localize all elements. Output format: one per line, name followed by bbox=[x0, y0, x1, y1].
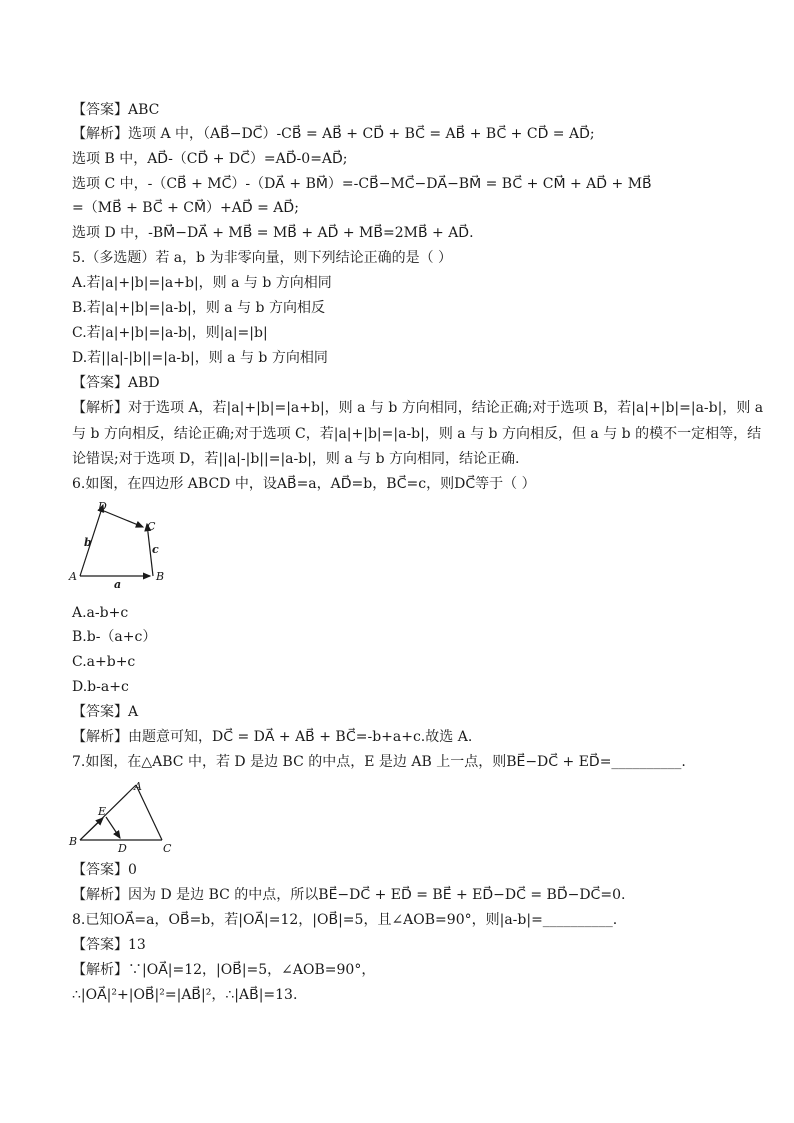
text-line-l26: 8.已知OA⃗=a，OB⃗=b，若|OA⃗|=12，|OB⃗|=5，且∠AOB=90°，则|a-b|=__________. bbox=[72, 912, 618, 928]
text-line-l3: 选项 B 中，AD⃗-（CD⃗ + DC⃗）=AD⃗-0=AD⃗; bbox=[72, 151, 348, 167]
vector-dc bbox=[104, 511, 143, 527]
label-d: D bbox=[98, 500, 107, 513]
text-line-l25: 【解析】因为 D 是边 BC 的中点，所以BE⃗−DC⃗ + ED⃗ = BE⃗ + ED⃗−DC⃗ = BD⃗−DC⃗=0. bbox=[72, 887, 626, 903]
vector-ed bbox=[106, 817, 120, 838]
text-line-l14: 与 b 方向相反，结论正确;对于选项 C，若|a|+|b|=|a-b|，则 a 与 b 方向相反，但 a 与 b 的模不一定相等，结 bbox=[72, 426, 762, 442]
text-line-l28: 【解析】∵|OA⃗|=12，|OB⃗|=5，∠AOB=90°， bbox=[72, 962, 376, 978]
text-line-l7: 5.（多选题）若 a，b 为非零向量，则下列结论正确的是（ ） bbox=[72, 250, 453, 266]
text-line-l24: 【答案】0 bbox=[72, 862, 137, 878]
side-ac bbox=[136, 785, 162, 840]
text-line-l29: ∴|OA⃗|²+|OB⃗|²=|AB⃗|²，∴|AB⃗|=13. bbox=[72, 987, 298, 1003]
text-line-l19: C.a+b+c bbox=[72, 654, 136, 670]
text-line-l23: 7.如图，在△ABC 中，若 D 是边 BC 的中点，E 是边 AB 上一点，则BE⃗−DC⃗ + ED⃗=__________. bbox=[72, 754, 686, 770]
edge-label-c: c bbox=[152, 543, 159, 556]
vector-be bbox=[80, 818, 103, 840]
text-line-l10: C.若|a|+|b|=|a-b|，则|a|=|b| bbox=[72, 325, 268, 341]
edge-label-a: a bbox=[114, 578, 122, 591]
quadrilateral-figure bbox=[64, 496, 174, 591]
triangle-svg bbox=[64, 778, 179, 853]
text-line-l13: 【解析】对于选项 A，若|a|+|b|=|a+b|，则 a 与 b 方向相同，结论正确;对于选项 B，若|a|+|b|=|a-b|，则 a bbox=[72, 400, 764, 416]
text-line-l1: 【答案】ABC bbox=[72, 102, 160, 118]
text-line-l20: D.b-a+c bbox=[72, 679, 129, 695]
text-line-l15: 论错误;对于选项 D，若||a|-|b||=|a-b|，则 a 与 b 方向相同，结论正确. bbox=[72, 451, 520, 467]
text-line-l18: B.b-（a+c） bbox=[72, 629, 157, 645]
text-line-l6: 选项 D 中，-BM⃗−DA⃗ + MB⃗ = MB⃗ + AD⃗ + MB⃗=2MB⃗ + AD⃗. bbox=[72, 225, 474, 241]
text-line-l17: A.a-b+c bbox=[72, 605, 129, 621]
label-d2: D bbox=[118, 842, 127, 853]
triangle-figure bbox=[64, 778, 179, 853]
text-line-l12: 【答案】ABD bbox=[72, 375, 160, 391]
label-b2: B bbox=[69, 835, 78, 848]
text-line-l16: 6.如图，在四边形 ABCD 中，设AB⃗=a，AD⃗=b，BC⃗=c，则DC⃗等于（ ） bbox=[72, 476, 536, 492]
text-line-l2: 【解析】选项 A 中，（AB⃗−DC⃗）-CB⃗ = AB⃗ + CD⃗ + BC⃗ = AB⃗ + BC⃗ + CD⃗ = AD⃗; bbox=[72, 126, 595, 142]
label-c2: C bbox=[163, 842, 172, 853]
edge-label-b: b bbox=[84, 536, 92, 549]
label-a2: A bbox=[134, 780, 142, 793]
text-line-l11: D.若||a|-|b||=|a-b|，则 a 与 b 方向相同 bbox=[72, 350, 328, 366]
text-line-l8: A.若|a|+|b|=|a+b|，则 a 与 b 方向相同 bbox=[72, 275, 332, 291]
label-b: B bbox=[156, 570, 165, 583]
text-line-l9: B.若|a|+|b|=|a-b|，则 a 与 b 方向相反 bbox=[72, 300, 325, 316]
quadrilateral-svg bbox=[64, 496, 174, 591]
label-a: A bbox=[69, 570, 77, 583]
text-line-l21: 【答案】A bbox=[72, 704, 139, 720]
text-line-l4: 选项 C 中，-（CB⃗ + MC⃗）-（DA⃗ + BM⃗）=-CB⃗−MC⃗−DA⃗−BM⃗ = BC⃗ + CM⃗ + AD⃗ + MB⃗ bbox=[72, 176, 652, 192]
label-e: E bbox=[98, 805, 107, 818]
label-c: C bbox=[147, 520, 156, 533]
text-line-l27: 【答案】13 bbox=[72, 937, 146, 953]
text-line-l22: 【解析】由题意可知，DC⃗ = DA⃗ + AB⃗ + BC⃗=-b+a+c.故选 A. bbox=[72, 729, 473, 745]
text-line-l5: =（MB⃗ + BC⃗ + CM⃗）+AD⃗ = AD⃗; bbox=[72, 200, 299, 216]
